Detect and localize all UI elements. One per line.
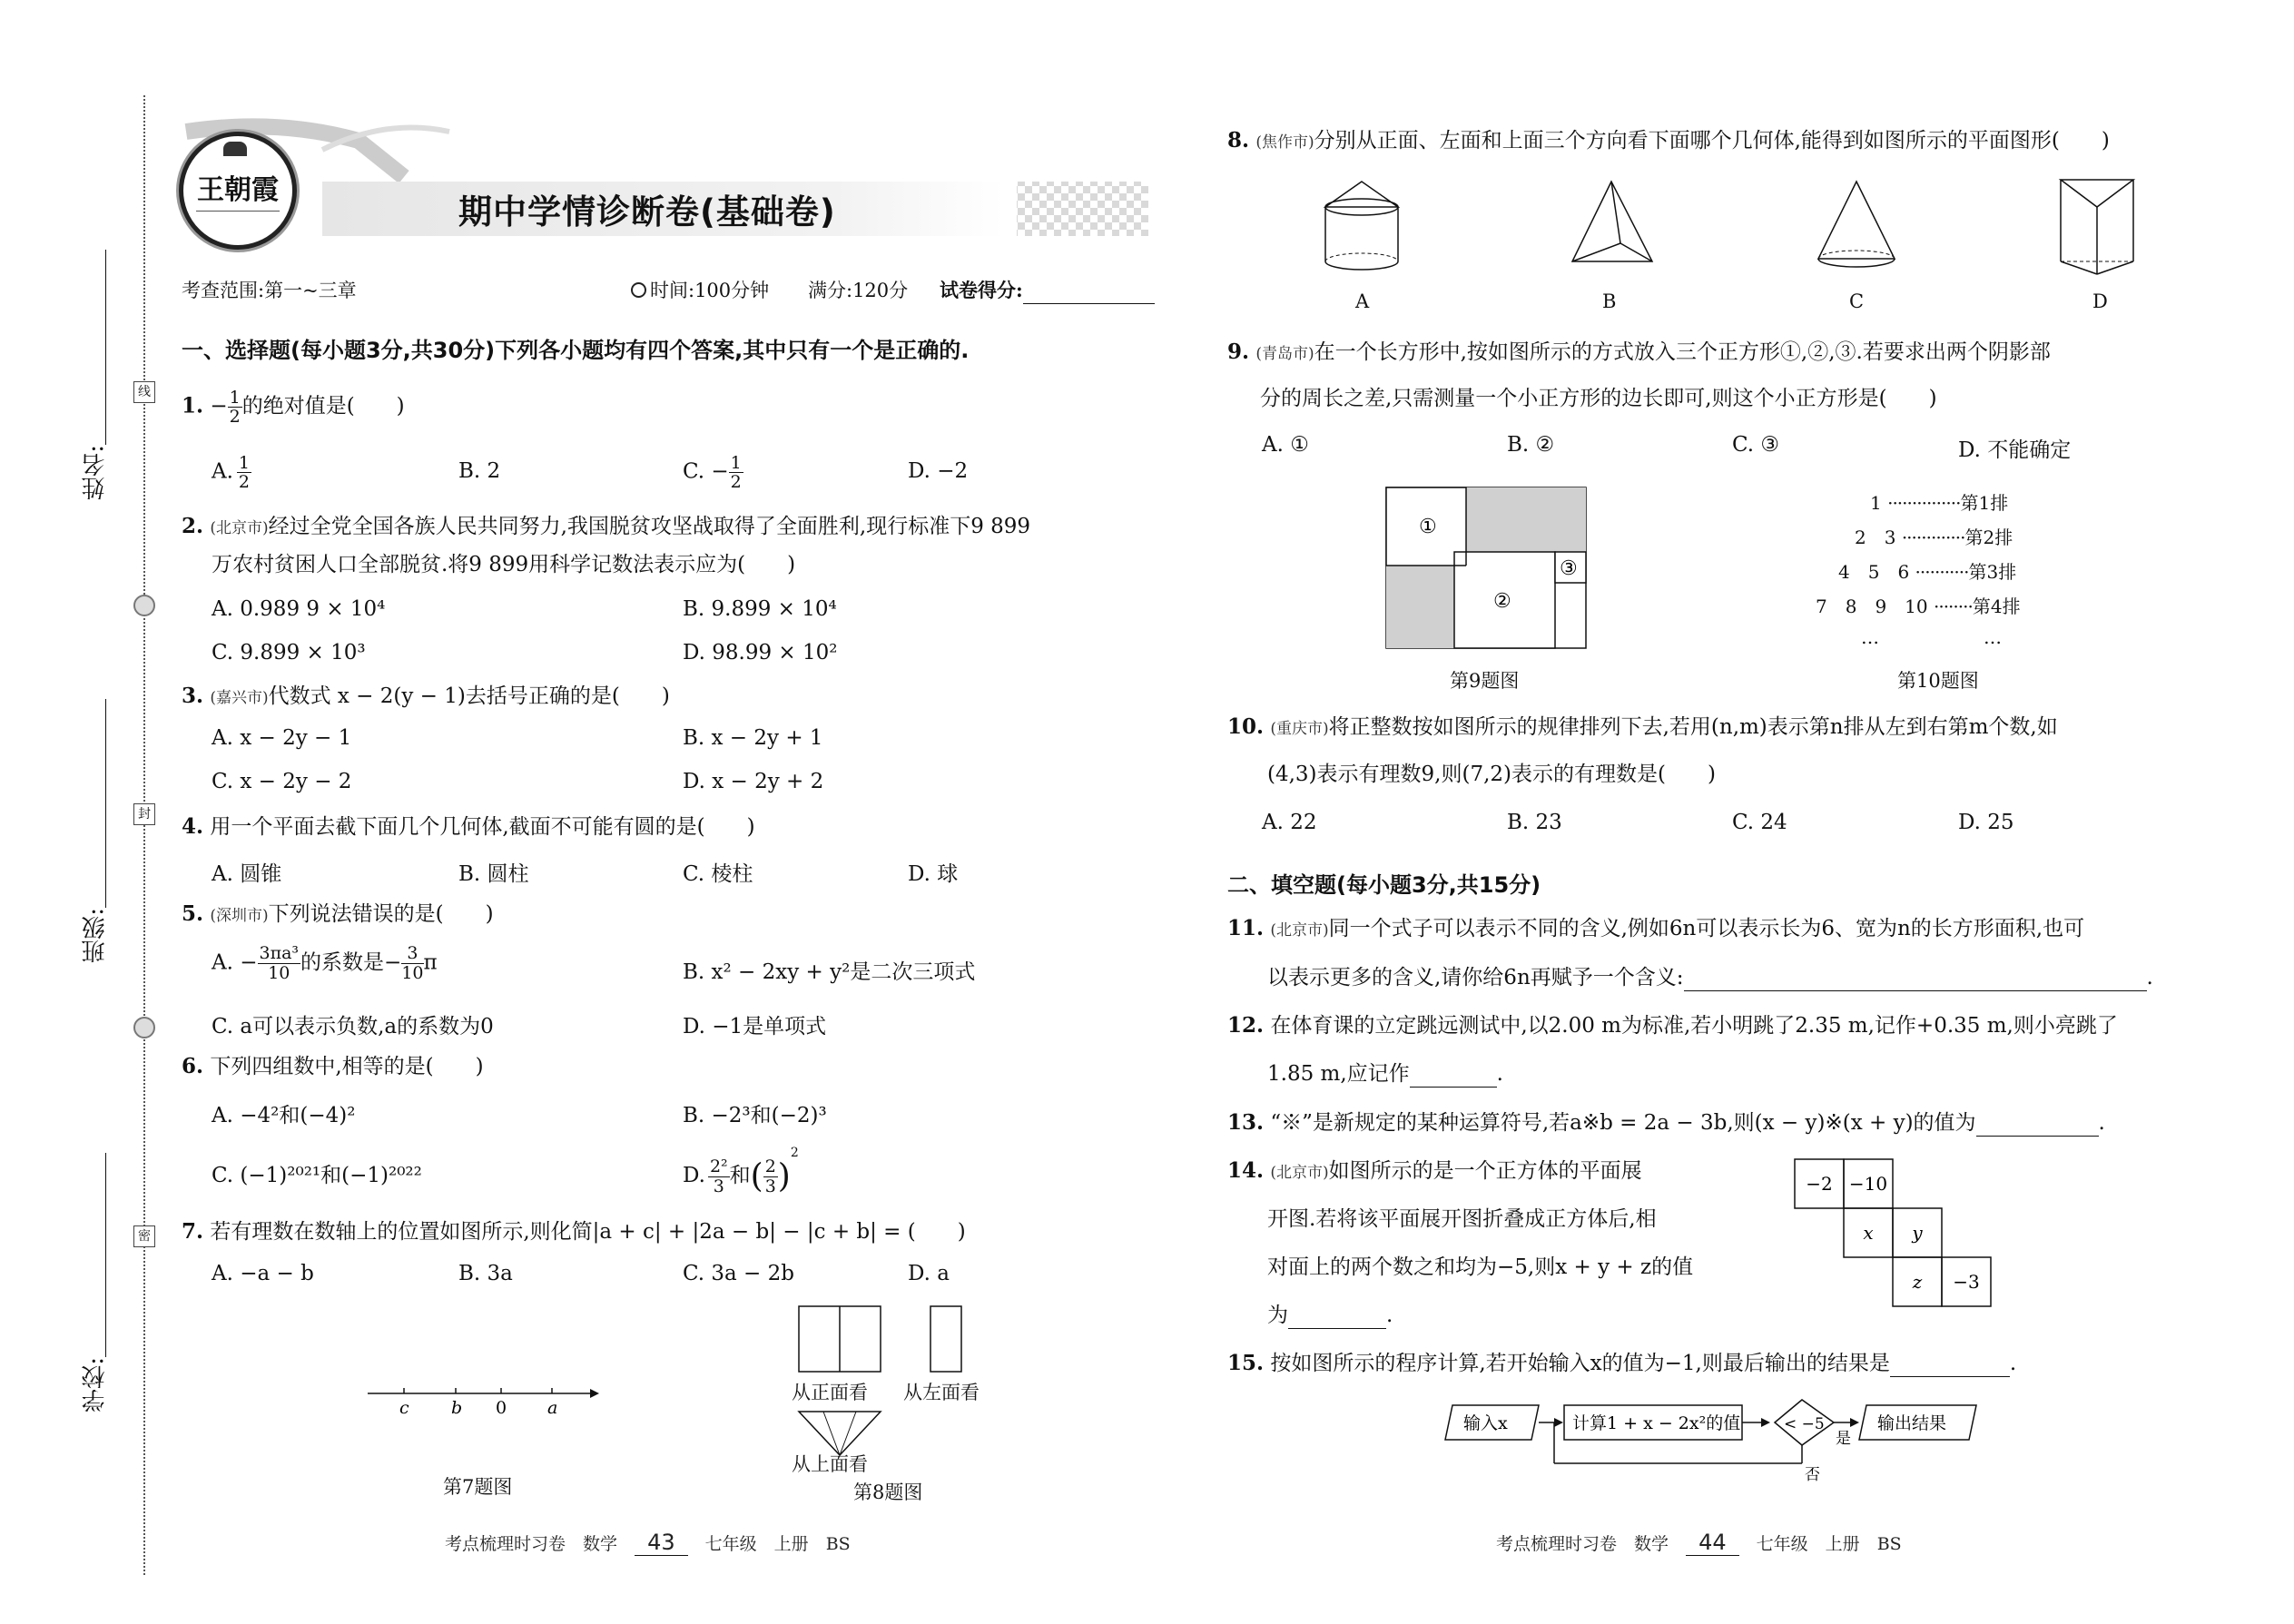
- exam-score-label: 试卷得分:: [940, 277, 1155, 304]
- q9-stem-line2: 分的周长之差,只需测量一个小正方形的边长即可,则这个小正方形是( ): [1260, 387, 1937, 410]
- page-number: 43: [635, 1530, 688, 1556]
- q2-option-b[interactable]: B. 9.899 × 10⁴: [683, 597, 837, 621]
- q2-option-d[interactable]: D. 98.99 × 10²: [683, 641, 838, 664]
- q6-option-c[interactable]: C. (−1)²⁰²¹和(−1)²⁰²²: [212, 1164, 422, 1187]
- q10-option-a[interactable]: A. 22: [1262, 811, 1317, 834]
- seal-mark-line: 线: [133, 381, 155, 403]
- net-cell-y: y: [1912, 1222, 1923, 1244]
- q12-stem-line1: 12. 在体育课的立定跳远测试中,以2.00 m为标准,若小明跳了2.35 m,记作+0.35 m,则小亮跳了: [1227, 1013, 2118, 1038]
- q4-stem: 4. 用一个平面去截下面几个几何体,截面不可能有圆的是( ): [182, 814, 755, 839]
- q13-answer-blank[interactable]: [1976, 1114, 2099, 1137]
- q8-option-a[interactable]: A: [1355, 290, 1370, 312]
- q9-option-b[interactable]: B. ②: [1507, 433, 1555, 457]
- q14-stem-line2: 开图.若将该平面展开图折叠成正方体后,相: [1267, 1207, 1657, 1231]
- q8-option-d[interactable]: D: [2092, 290, 2108, 312]
- q4-option-c[interactable]: C. 棱柱: [683, 862, 753, 886]
- q1-option-b[interactable]: B. 2: [458, 459, 501, 483]
- net-cell-f: −3: [1953, 1271, 1980, 1293]
- binding-hole-icon: [133, 595, 155, 616]
- q3-option-c[interactable]: C. x − 2y − 2: [212, 770, 352, 793]
- gutter-name-label: 姓名:: [82, 445, 109, 500]
- numline-label-0: 0: [496, 1398, 507, 1418]
- q8-option-b[interactable]: B: [1602, 290, 1617, 312]
- q9-rectangle-figure: [1384, 486, 1593, 654]
- seal-mark-seal: 封: [133, 803, 155, 825]
- q1-stem: 1. − $\frac{1}{2}$ 的绝对值是( ): [182, 388, 405, 427]
- view-top-label: 从上面看: [792, 1453, 868, 1475]
- q5-option-c[interactable]: C. a可以表示负数,a的系数为0: [212, 1015, 494, 1038]
- footer-right: 考点梳理时习卷 数学 44 七年级 上册 BS: [1496, 1530, 1902, 1555]
- exam-scope: 考查范围:第一~三章: [182, 280, 357, 301]
- q6-option-a[interactable]: A. −4²和(−4)²: [212, 1104, 356, 1127]
- ellipsis-right: …: [1984, 626, 2002, 648]
- q11-answer-blank[interactable]: [1684, 969, 2147, 991]
- q10-figure-caption: 第10题图: [1897, 670, 1979, 692]
- q8-solids-figure: [1307, 172, 2179, 281]
- exam-time: 时间:100分钟: [631, 277, 769, 304]
- row-2: 2 3 ·············第2排: [1855, 527, 2013, 548]
- q3-option-b[interactable]: B. x − 2y + 1: [683, 726, 823, 750]
- gutter-class-label: 班级:: [82, 908, 109, 963]
- q5-stem: 5. (深圳市)下列说法错误的是( ): [182, 901, 494, 926]
- flow-output: 输出结果: [1877, 1413, 1947, 1433]
- brand-logo: [179, 132, 297, 250]
- q7-option-d[interactable]: D. a: [908, 1262, 950, 1285]
- q15-stem: 15. 按如图所示的程序计算,若开始输入x的值为−1,则最后输出的结果是 .: [1227, 1351, 2017, 1375]
- net-cell-b: −10: [1848, 1173, 1888, 1195]
- view-front-label: 从正面看: [792, 1382, 868, 1403]
- q7-option-c[interactable]: C. 3a − 2b: [683, 1262, 794, 1285]
- numline-label-c: c: [399, 1398, 409, 1418]
- net-cell-z: z: [1912, 1271, 1923, 1293]
- q2-stem-line2: 万农村贫困人口全部脱贫.将9 899用科学记数法表示应为( ): [212, 553, 796, 576]
- flow-compute: 计算1 + x − 2x²的值: [1572, 1413, 1741, 1433]
- view-left-label: 从左面看: [903, 1382, 980, 1403]
- q1-option-a[interactable]: A. $\frac{1}{2}$: [212, 453, 251, 492]
- q2-option-c[interactable]: C. 9.899 × 10³: [212, 641, 366, 664]
- q8-figure-caption: 第8题图: [853, 1481, 923, 1503]
- exam-full-score: 满分:120分: [808, 280, 909, 301]
- ellipsis-left: …: [1861, 626, 1879, 648]
- q7-figure-caption: 第7题图: [443, 1476, 513, 1498]
- q14-stem-line4: 为 .: [1267, 1304, 1393, 1327]
- q14-stem-line1: 14. (北京市)如图所示的是一个正方体的平面展: [1227, 1158, 1642, 1183]
- q3-option-d[interactable]: D. x − 2y + 2: [683, 770, 824, 793]
- q8-option-c[interactable]: C: [1849, 290, 1865, 312]
- q4-option-b[interactable]: B. 圆柱: [458, 862, 529, 886]
- q12-stem-line2: 1.85 m,应记作 .: [1267, 1062, 1503, 1086]
- q10-option-b[interactable]: B. 23: [1507, 811, 1562, 834]
- flow-condition: < −5: [1784, 1415, 1825, 1433]
- flow-no-label: 否: [1805, 1466, 1820, 1484]
- q5-option-d[interactable]: D. −1是单项式: [683, 1015, 827, 1038]
- q9-option-d[interactable]: D. 不能确定: [1958, 438, 2072, 462]
- q13-stem: 13. “※”是新规定的某种运算符号,若a※b = 2a − 3b,则(x − y)※(x + y)的值为 .: [1227, 1110, 2105, 1135]
- q9-option-c[interactable]: C. ③: [1732, 433, 1780, 457]
- q10-option-c[interactable]: C. 24: [1732, 811, 1787, 834]
- q9-option-a[interactable]: A. ①: [1262, 433, 1309, 457]
- row-4: 7 8 9 10 ········第4排: [1816, 595, 2021, 617]
- row-1: 1 ···············第1排: [1870, 492, 2009, 514]
- q1-option-d[interactable]: D. −2: [908, 459, 969, 483]
- q7-option-a[interactable]: A. −a − b: [212, 1262, 314, 1285]
- q8-stem: 8. (焦作市)分别从正面、左面和上面三个方向看下面哪个几何体,能得到如图所示的平面图形( ): [1227, 128, 2110, 153]
- q11-stem-line1: 11. (北京市)同一个式子可以表示不同的含义,例如6n可以表示长为6、宽为n的长方形面积,也可: [1227, 916, 2085, 940]
- q12-answer-blank[interactable]: [1410, 1065, 1497, 1088]
- logo-crown-icon: [223, 142, 247, 156]
- q7-stem: 7. 若有理数在数轴上的位置如图所示,则化简|a + c| + |2a − b| − |c + b| = ( ): [182, 1219, 966, 1244]
- q9-figure-caption: 第9题图: [1450, 670, 1520, 692]
- square-2-label: ②: [1493, 590, 1511, 613]
- q7-option-b[interactable]: B. 3a: [458, 1262, 513, 1285]
- q15-flowchart: [1443, 1398, 1988, 1498]
- net-cell-x: x: [1863, 1222, 1874, 1244]
- flow-input: 输入x: [1463, 1413, 1508, 1433]
- q6-stem: 6. 下列四组数中,相等的是( ): [182, 1054, 484, 1078]
- q10-stem-line1: 10. (重庆市)将正整数按如图所示的规律排列下去,若用(n,m)表示第n排从左到右第m个数,如: [1227, 714, 2058, 739]
- section1-title: 一、选择题(每小题3分,共30分)下列各小题均有四个答案,其中只有一个是正确的.: [182, 338, 970, 363]
- square-1-label: ①: [1419, 516, 1437, 538]
- q14-answer-blank[interactable]: [1288, 1306, 1386, 1329]
- q2-option-a[interactable]: A. 0.989 9 × 10⁴: [212, 597, 386, 621]
- q2-stem-line1: 2. (北京市)经过全党全国各族人民共同努力,我国脱贫攻坚战取得了全面胜利,现行标准下9 899: [182, 514, 1031, 538]
- q14-stem-line3: 对面上的两个数之和均为−5,则x + y + z的值: [1267, 1255, 1694, 1279]
- flow-yes-label: 是: [1836, 1430, 1851, 1448]
- q9-stem-line1: 9. (青岛市)在一个长方形中,按如图所示的方式放入三个正方形①,②,③.若要求出两个阴影部: [1227, 340, 2051, 364]
- page-number: 44: [1686, 1530, 1739, 1556]
- clock-icon: [631, 282, 646, 298]
- footer-left: 考点梳理时习卷 数学 43 七年级 上册 BS: [445, 1530, 851, 1555]
- q6-option-b[interactable]: B. −2³和(−2)³: [683, 1104, 827, 1127]
- gutter-school-label: 学校:: [82, 1357, 109, 1412]
- q5-option-a[interactable]: A. − $\frac{\text{3πa³}}{10}$ 的系数是− $\frac{3}{10}$ π: [212, 943, 438, 983]
- q6-option-d[interactable]: D. $\frac{\text{2²}}{3}$ 和( $\frac{2}{3}$ )$^2$: [683, 1146, 799, 1196]
- numline-label-b: b: [451, 1398, 463, 1418]
- q14-cube-net: [1793, 1157, 2002, 1316]
- logo-text: 王朝霞: [197, 174, 279, 206]
- q7-number-line: [363, 1375, 599, 1421]
- q4-option-d[interactable]: D. 球: [908, 862, 959, 886]
- q1-option-c[interactable]: C. − $\frac{1}{2}$: [683, 453, 742, 492]
- seal-mark-secret: 密: [133, 1225, 155, 1247]
- section2-title: 二、填空题(每小题3分,共15分): [1227, 872, 1541, 898]
- q3-option-a[interactable]: A. x − 2y − 1: [212, 726, 352, 750]
- q4-option-a[interactable]: A. 圆锥: [212, 862, 282, 886]
- square-3-label: ③: [1560, 557, 1578, 580]
- binding-hole-icon: [133, 1017, 155, 1038]
- row-3: 4 5 6 ···········第3排: [1838, 561, 2017, 583]
- q5-option-b[interactable]: B. x² − 2xy + y²是二次三项式: [683, 960, 976, 984]
- numline-label-a: a: [547, 1398, 558, 1418]
- score-blank[interactable]: [1023, 283, 1155, 304]
- q11-stem-line2: 以表示更多的含义,请你给6n再赋予一个含义: .: [1267, 966, 2153, 989]
- page-title: 期中学情诊断卷(基础卷): [458, 192, 836, 231]
- q15-answer-blank[interactable]: [1890, 1354, 2010, 1377]
- q3-stem: 3. (嘉兴市)代数式 x − 2(y − 1)去括号正确的是( ): [182, 684, 670, 708]
- q10-option-d[interactable]: D. 25: [1958, 811, 2014, 834]
- q10-stem-line2: (4,3)表示有理数9,则(7,2)表示的有理数是( ): [1267, 763, 1716, 786]
- net-cell-a: −2: [1806, 1173, 1833, 1195]
